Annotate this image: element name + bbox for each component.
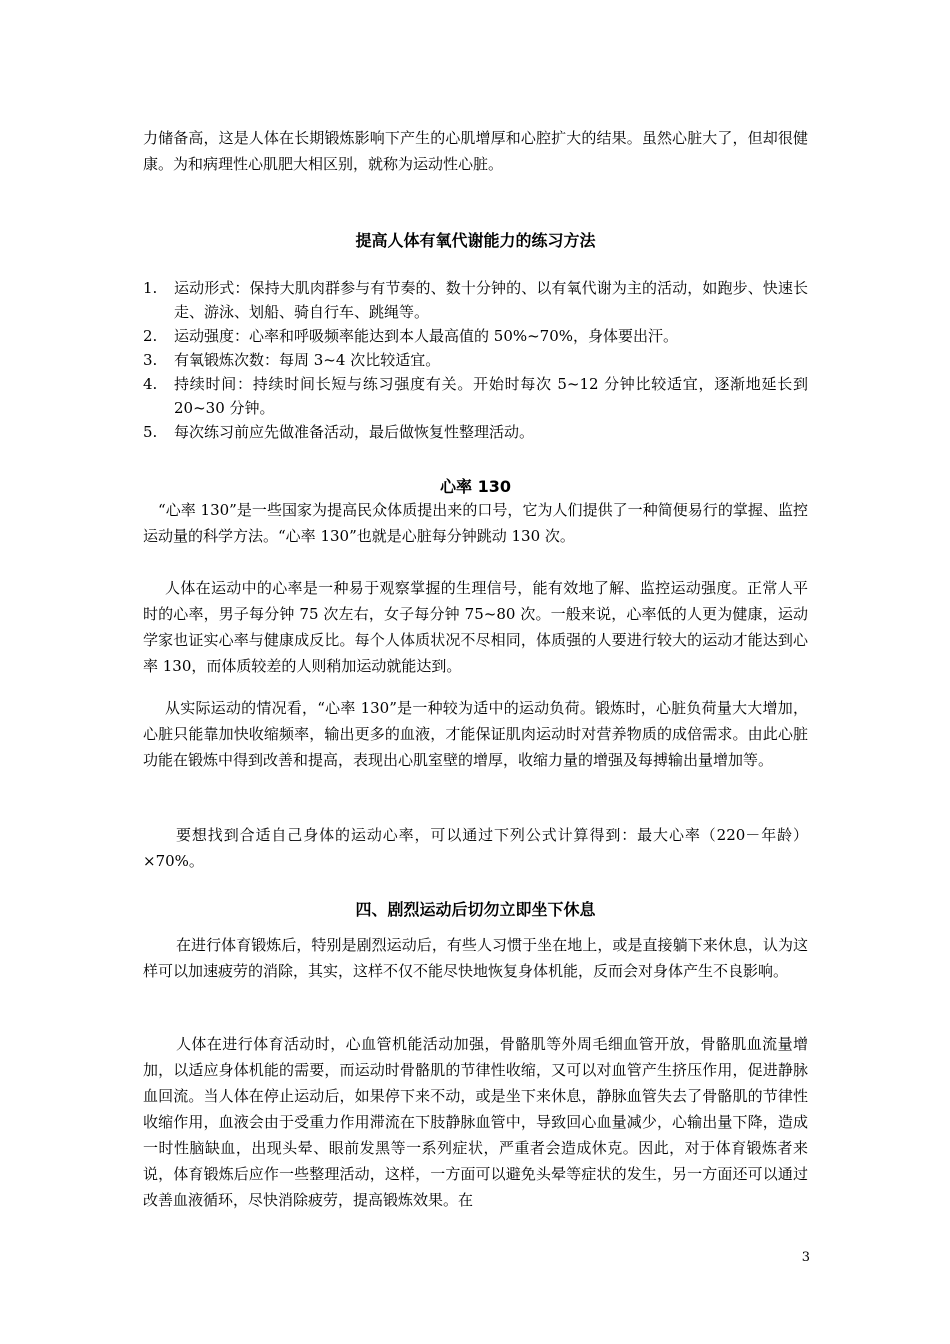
- list-number: 1.: [143, 279, 158, 297]
- list-item: [143, 372, 808, 420]
- list-text: 运动强度：心率和呼吸频率能达到本人最高值的 50%~70%，身体要出汗。: [174, 327, 679, 345]
- page-number: 3: [801, 1250, 810, 1265]
- list-number: 4.: [143, 375, 158, 393]
- list-number: 2.: [143, 327, 158, 345]
- list-text: 持续时间：持续时间长短与练习强度有关。开始时每次 5~12 分钟比较适宜，逐渐地延长到 20~30 分钟。: [174, 375, 808, 417]
- list-number: 5.: [143, 423, 158, 441]
- list-item: [143, 324, 808, 348]
- section-heading-rest: 四、剧烈运动后切勿立即坐下休息: [355, 900, 596, 919]
- paragraph-rest-2: 人体在进行体育活动时，心血管机能活动加强，骨骼肌等外周毛细血管开放，骨骼肌血流量增加，以适应身体机能的需要，而运动时骨骼肌的节律性收缩，又可以对血管产生挤压作用，促进静脉血回流。当人体在停止运动后，如果停下来不动，或是坐下来休息，静脉血管失去了骨骼肌的节律性收缩作用，血液会由于受重力作用滞流在下肢静脉血管中，导致回心血量减少，心输出量下降，造成一时性脑缺血，出现头晕、眼前发黑等一系列症状，严重者会造成休克。因此，对于体育锻炼者来说，体育锻炼后应作一些整理活动，这样，一方面可以避免头晕等症状的发生，另一方面还可以通过改善血液循环，尽快消除疲劳，提高锻炼效果。在: [143, 1035, 808, 1209]
- paragraph-intro: 力储备高，这是人体在长期锻炼影响下产生的心肌增厚和心腔扩大的结果。虽然心脏大了，但却很健康。为和病理性心肌肥大相区别，就称为运动性心脏。: [143, 129, 808, 173]
- list-item: [143, 420, 808, 444]
- aerobic-method-list: [143, 276, 808, 444]
- paragraph-heart-rate-formula: 要想找到合适自己身体的运动心率，可以通过下列公式计算得到：最大心率（220－年龄）×70%。: [143, 826, 808, 870]
- paragraph-heart-rate-3: 从实际运动的情况看，“心率 130”是一种较为适中的运动负荷。锻炼时，心脏负荷量大大增加，心脏只能靠加快收缩频率，输出更多的血液，才能保证肌肉运动时对营养物质的成倍需求。由此心脏功能在锻炼中得到改善和提高，表现出心肌室壁的增厚，收缩力量的增强及每搏输出量增加等。: [143, 699, 808, 769]
- list-number: 3.: [143, 351, 158, 369]
- list-text: 每次练习前应先做准备活动，最后做恢复性整理活动。: [174, 423, 535, 441]
- section-heading-heart-rate: 心率 130: [440, 477, 511, 496]
- paragraph-heart-rate-2: 人体在运动中的心率是一种易于观察掌握的生理信号，能有效地了解、监控运动强度。正常人平时的心率，男子每分钟 75 次左右，女子每分钟 75~80 次。一般来说，心率低的人更为健康，运动学家也证实心率与健康成反比。每个人体质状况不尽相同，体质强的人要进行较大的运动才能达到心率 130，而体质较差的人则稍加运动就能达到。: [143, 579, 808, 675]
- list-item: [143, 276, 808, 324]
- section-heading-aerobic: 提高人体有氧代谢能力的练习方法: [355, 231, 596, 250]
- list-text: 有氧锻炼次数：每周 3~4 次比较适宜。: [174, 351, 441, 369]
- list-item: [143, 348, 808, 372]
- paragraph-rest-1: 在进行体育锻炼后，特别是剧烈运动后，有些人习惯于坐在地上，或是直接躺下来休息，认为这样可以加速疲劳的消除，其实，这样不仅不能尽快地恢复身体机能，反而会对身体产生不良影响。: [143, 936, 808, 980]
- list-text: 运动形式：保持大肌肉群参与有节奏的、数十分钟的、以有氧代谢为主的活动，如跑步、快速长走、游泳、划船、骑自行车、跳绳等。: [174, 279, 808, 321]
- paragraph-heart-rate-1: “心率 130”是一些国家为提高民众体质提出来的口号，它为人们提供了一种简便易行的掌握、监控运动量的科学方法。“心率 130”也就是心脏每分钟跳动 130 次。: [143, 501, 808, 545]
